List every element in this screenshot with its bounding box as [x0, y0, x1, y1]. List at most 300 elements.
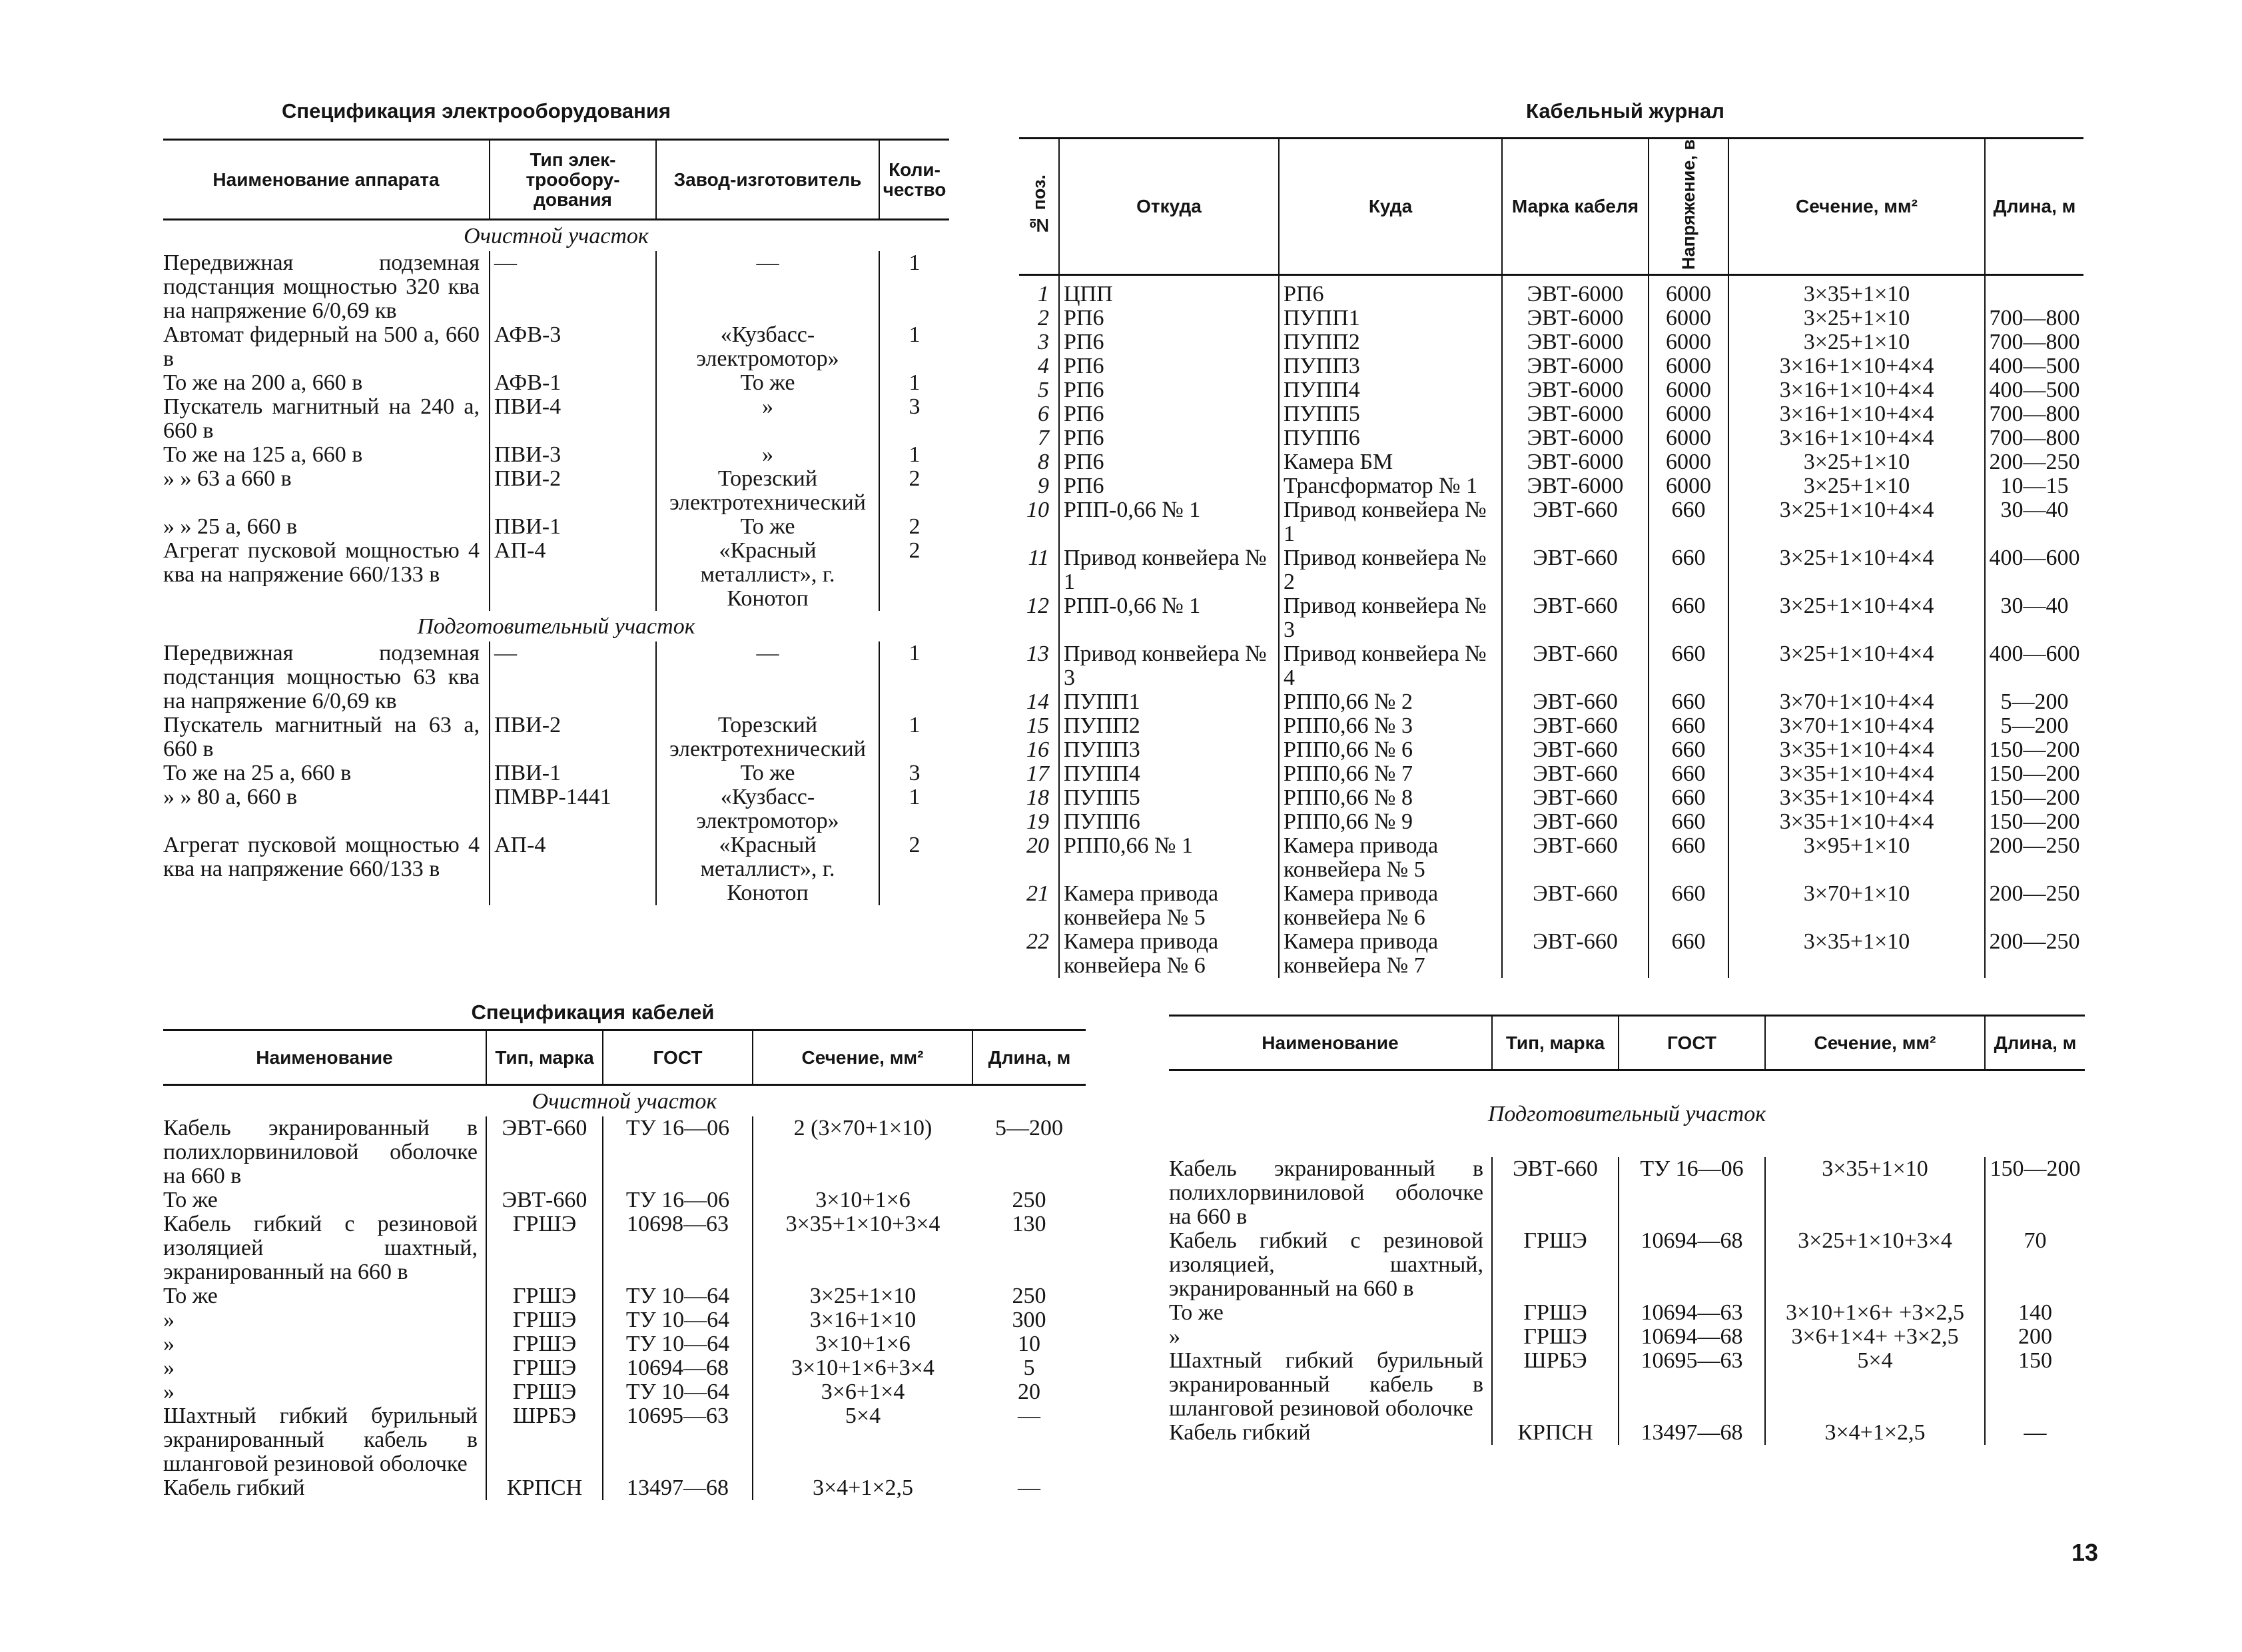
- cable-name: »: [163, 1356, 175, 1380]
- journal-length: 150—200: [1985, 762, 2083, 786]
- equip-plant: То же: [656, 761, 879, 785]
- journal-to: ПУПП3: [1279, 354, 1502, 378]
- journal-length: 700—800: [1985, 426, 2083, 450]
- cable-type: ЭВТ-660: [1492, 1157, 1619, 1229]
- journal-num: 19: [1026, 809, 1049, 835]
- cable-type: ГРШЭ: [1492, 1325, 1619, 1349]
- journal-voltage: 660: [1649, 690, 1728, 714]
- cable-name: »: [1169, 1324, 1180, 1349]
- journal-brand: ЭВТ-660: [1502, 762, 1649, 786]
- cable-left-row: [163, 1308, 1086, 1332]
- cable-name: »: [163, 1332, 175, 1356]
- cable-length: 70: [1985, 1229, 2085, 1301]
- journal-section: 3×16+1×10+4×4: [1728, 402, 1985, 426]
- journal-to: Привод конвейера № 1: [1279, 498, 1502, 546]
- equip-section-title: Очистной участок: [464, 224, 649, 248]
- cable-length: —: [1018, 1475, 1040, 1500]
- cable-gost: ТУ 10—64: [603, 1332, 753, 1356]
- cable-gost: 10698—63: [603, 1212, 753, 1284]
- cable-left-section-title: Очистной участок: [532, 1089, 717, 1114]
- journal-length: 150—200: [1985, 738, 2083, 762]
- cable-name: Кабель гибкий: [163, 1475, 305, 1500]
- cable-gost: 13497—68: [1619, 1421, 1765, 1445]
- journal-num: 12: [1026, 594, 1049, 619]
- journal-from: РПП0,66 № 1: [1059, 834, 1279, 882]
- journal-row: [1019, 930, 2083, 978]
- journal-to: РПП0,66 № 7: [1279, 762, 1502, 786]
- journal-voltage: 660: [1649, 714, 1728, 738]
- journal-num: 22: [1026, 929, 1049, 955]
- journal-brand: ЭВТ-6000: [1502, 426, 1649, 450]
- cable-left-row: [163, 1116, 1086, 1188]
- equip-name: То же на 25 а, 660 в: [163, 761, 352, 785]
- cable-right-header-length: Длина, м: [1985, 1016, 2085, 1070]
- journal-num: 16: [1026, 737, 1049, 763]
- cable-left-header-name: Наименование: [256, 1046, 393, 1068]
- cable-left-row: [163, 1404, 1086, 1476]
- cable-gost: ТУ 10—64: [603, 1380, 753, 1404]
- cable-right-section-title: Подготовительный участок: [1487, 1102, 1766, 1127]
- equip-row: [163, 833, 949, 905]
- journal-from: РП6: [1059, 426, 1279, 450]
- journal-voltage: 6000: [1649, 426, 1728, 450]
- journal-to: РПП0,66 № 8: [1279, 786, 1502, 810]
- journal-voltage: 6000: [1649, 275, 1728, 307]
- cable-type: ГРШЭ: [486, 1308, 603, 1332]
- cable-section: 2 (3×70+1×10): [753, 1116, 972, 1188]
- journal-from: РП6: [1059, 450, 1279, 474]
- journal-length: 700—800: [1985, 330, 2083, 354]
- equip-type: АФВ-3: [490, 323, 656, 371]
- cable-gost: ТУ 16—06: [603, 1116, 753, 1188]
- journal-length: 700—800: [1985, 306, 2083, 330]
- journal-row: [1019, 546, 2083, 594]
- journal-num: 14: [1026, 689, 1049, 715]
- journal-length: 200—250: [1985, 882, 2083, 930]
- journal-from: РП6: [1059, 354, 1279, 378]
- equip-name: Передвижная подземная подстанция мощностью 320 ква на напряжение 6/0,69 кв: [163, 250, 480, 323]
- equip-qty: 1: [879, 443, 949, 467]
- journal-brand: ЭВТ-660: [1502, 810, 1649, 834]
- equip-name: Пускатель магнитный на 240 а, 660 в: [163, 394, 480, 443]
- journal-to: ПУПП2: [1279, 330, 1502, 354]
- cable-type: ЭВТ-660: [486, 1188, 603, 1212]
- cable-spec-left-table: [163, 1029, 1086, 1500]
- journal-length: [1985, 275, 2083, 307]
- journal-num: 20: [1026, 833, 1049, 859]
- cable-length: —: [1018, 1404, 1040, 1428]
- cable-right-header-section: Сечение, мм²: [1765, 1016, 1985, 1070]
- cable-type: ШРБЭ: [1492, 1349, 1619, 1421]
- cable-type: ГРШЭ: [486, 1212, 603, 1284]
- journal-length: 400—600: [1985, 546, 2083, 594]
- journal-voltage: 660: [1649, 930, 1728, 978]
- equip-type: ПВИ-1: [490, 761, 656, 785]
- equip-plant: »: [656, 443, 879, 467]
- cable-name: Кабель экранированный в полихлорвиниловой оболочке на 660 в: [1169, 1156, 1483, 1229]
- journal-section: 3×95+1×10: [1728, 834, 1985, 882]
- journal-brand: ЭВТ-6000: [1502, 450, 1649, 474]
- cable-left-header-length: Длина, м: [972, 1031, 1086, 1085]
- cable-name: Кабель гибкий: [1169, 1420, 1311, 1445]
- equip-type: ПВИ-3: [490, 443, 656, 467]
- journal-section: 3×35+1×10: [1728, 930, 1985, 978]
- cable-length: 250: [1012, 1284, 1046, 1308]
- equip-plant: —: [656, 641, 879, 713]
- journal-brand: ЭВТ-660: [1502, 642, 1649, 690]
- journal-from: Камера привода конвейера № 5: [1059, 882, 1279, 930]
- equip-plant: Торезский электротехнический: [656, 713, 879, 761]
- cable-name: Кабель гибкий с резиновой изоляцией шахтный, экранированный на 660 в: [163, 1212, 478, 1284]
- cable-left-row: [163, 1332, 1086, 1356]
- cable-length: 150—200: [1985, 1157, 2085, 1229]
- journal-length: 10—15: [1985, 474, 2083, 498]
- cable-right-row: [1169, 1421, 2085, 1445]
- equip-qty: 2: [879, 833, 949, 905]
- journal-length: 700—800: [1985, 402, 2083, 426]
- equip-name: Агрегат пусковой мощностью 4 ква на напряжение 660/133 в: [163, 538, 480, 587]
- journal-header-length: Длина, м: [1985, 139, 2083, 275]
- cable-section: 3×25+1×10+3×4: [1765, 1229, 1985, 1301]
- journal-row: [1019, 594, 2083, 642]
- journal-length: 5—200: [1985, 714, 2083, 738]
- journal-section: 3×25+1×10+4×4: [1728, 642, 1985, 690]
- cable-length: 5—200: [995, 1116, 1063, 1140]
- journal-brand: ЭВТ-660: [1502, 714, 1649, 738]
- journal-to: ПУПП5: [1279, 402, 1502, 426]
- equip-type: АП-4: [490, 833, 656, 905]
- journal-num: 3: [1038, 330, 1049, 355]
- journal-num: 11: [1028, 546, 1049, 571]
- equip-type: ПВИ-2: [490, 713, 656, 761]
- journal-brand: ЭВТ-6000: [1502, 402, 1649, 426]
- journal-from: ПУПП5: [1059, 786, 1279, 810]
- journal-brand: ЭВТ-6000: [1502, 474, 1649, 498]
- cable-name: То же: [163, 1284, 218, 1308]
- equip-row: [163, 467, 949, 515]
- journal-from: ПУПП2: [1059, 714, 1279, 738]
- journal-from: ПУПП1: [1059, 690, 1279, 714]
- cable-journal-table: [1019, 137, 2083, 978]
- cable-section: 3×6+1×4+ +3×2,5: [1765, 1325, 1985, 1349]
- journal-length: 200—250: [1985, 450, 2083, 474]
- cable-left-row: [163, 1356, 1086, 1380]
- equip-row: [163, 641, 949, 713]
- equip-plant: «Кузбасс-электромотор»: [656, 785, 879, 833]
- equip-qty: 1: [879, 641, 949, 713]
- cable-type: КРПСН: [486, 1476, 603, 1500]
- journal-section: 3×35+1×10+4×4: [1728, 810, 1985, 834]
- equip-row: [163, 539, 949, 611]
- equip-section-title: Подготовительный участок: [417, 614, 695, 639]
- cable-length: 140: [1985, 1301, 2085, 1325]
- cable-section: 5×4: [1765, 1349, 1985, 1421]
- journal-row: [1019, 738, 2083, 762]
- journal-row: [1019, 762, 2083, 786]
- journal-num: 8: [1038, 450, 1049, 475]
- journal-to: Камера БМ: [1279, 450, 1502, 474]
- cable-section: 3×35+1×10: [1765, 1157, 1985, 1229]
- cable-right-row: [1169, 1229, 2085, 1301]
- journal-brand: ЭВТ-6000: [1502, 306, 1649, 330]
- cable-type: КРПСН: [1492, 1421, 1619, 1445]
- cable-gost: ТУ 10—64: [603, 1308, 753, 1332]
- journal-num: 21: [1026, 881, 1049, 907]
- journal-section: 3×25+1×10: [1728, 450, 1985, 474]
- equip-name: Агрегат пусковой мощностью 4 ква на напряжение 660/133 в: [163, 833, 480, 881]
- journal-row: [1019, 714, 2083, 738]
- cable-section: 3×25+1×10: [753, 1284, 972, 1308]
- journal-length: 150—200: [1985, 786, 2083, 810]
- equip-header-plant: Завод-изготовитель: [656, 140, 879, 220]
- equip-spec-table: [163, 139, 949, 905]
- cable-type: ГРШЭ: [486, 1356, 603, 1380]
- journal-from: РП6: [1059, 378, 1279, 402]
- equip-name: » » 25 а, 660 в: [163, 514, 298, 539]
- journal-brand: ЭВТ-660: [1502, 738, 1649, 762]
- journal-to: Привод конвейера № 4: [1279, 642, 1502, 690]
- journal-num: 15: [1026, 713, 1049, 739]
- equip-type: ПВИ-2: [490, 467, 656, 515]
- equip-qty: 2: [879, 515, 949, 539]
- journal-length: 400—500: [1985, 378, 2083, 402]
- journal-from: РПП-0,66 № 1: [1059, 594, 1279, 642]
- equip-qty: 1: [879, 251, 949, 323]
- cable-name: »: [163, 1308, 175, 1332]
- equip-section-row: [163, 611, 949, 641]
- equip-row: [163, 395, 949, 443]
- journal-from: РП6: [1059, 474, 1279, 498]
- journal-section: 3×25+1×10: [1728, 330, 1985, 354]
- equip-qty: 2: [879, 467, 949, 515]
- journal-brand: ЭВТ-6000: [1502, 378, 1649, 402]
- journal-to: Привод конвейера № 3: [1279, 594, 1502, 642]
- equip-name: » » 63 а 660 в: [163, 466, 292, 491]
- journal-to: РПП0,66 № 6: [1279, 738, 1502, 762]
- journal-section: 3×70+1×10+4×4: [1728, 714, 1985, 738]
- journal-section: 3×25+1×10+4×4: [1728, 594, 1985, 642]
- journal-to: РП6: [1279, 275, 1502, 307]
- equip-plant: То же: [656, 371, 879, 395]
- equip-qty: 1: [879, 713, 949, 761]
- journal-title: Кабельный журнал: [1526, 99, 1724, 123]
- journal-num: 10: [1026, 498, 1049, 523]
- journal-num: 9: [1038, 474, 1049, 499]
- equip-qty: 1: [879, 785, 949, 833]
- journal-header-voltage: Напряжение, в: [1649, 139, 1728, 275]
- journal-row: [1019, 642, 2083, 690]
- equip-section-row: [163, 220, 949, 252]
- journal-voltage: 6000: [1649, 306, 1728, 330]
- journal-to: ПУПП6: [1279, 426, 1502, 450]
- cable-left-row: [163, 1284, 1086, 1308]
- journal-voltage: 660: [1649, 498, 1728, 546]
- journal-to: Привод конвейера № 2: [1279, 546, 1502, 594]
- equip-qty: 2: [879, 539, 949, 611]
- equip-type: —: [490, 251, 656, 323]
- cable-type: ГРШЭ: [486, 1332, 603, 1356]
- cable-right-header-name: Наименование: [1262, 1032, 1399, 1053]
- equip-name: То же на 125 а, 660 в: [163, 442, 363, 467]
- journal-length: 200—250: [1985, 834, 2083, 882]
- journal-from: РП6: [1059, 330, 1279, 354]
- journal-num: 5: [1038, 378, 1049, 403]
- cable-right-row: [1169, 1349, 2085, 1421]
- cable-left-header-type: Тип, марка: [486, 1031, 603, 1085]
- cable-length: 200: [1985, 1325, 2085, 1349]
- journal-row: [1019, 402, 2083, 426]
- journal-to: РПП0,66 № 3: [1279, 714, 1502, 738]
- cable-section: 3×16+1×10: [753, 1308, 972, 1332]
- cable-section: 3×10+1×6: [753, 1188, 972, 1212]
- cable-type: ГРШЭ: [1492, 1301, 1619, 1325]
- journal-row: [1019, 834, 2083, 882]
- equip-header-name: Наименование аппарата: [212, 169, 440, 190]
- equip-plant: То же: [656, 515, 879, 539]
- cable-name: Шахтный гибкий бурильный экранированный кабель в шланговой резиновой оболочке: [163, 1404, 478, 1476]
- journal-length: 400—600: [1985, 642, 2083, 690]
- journal-row: [1019, 690, 2083, 714]
- equip-name: » » 80 а, 660 в: [163, 785, 298, 809]
- journal-section: 3×16+1×10+4×4: [1728, 426, 1985, 450]
- journal-num: 7: [1038, 426, 1049, 451]
- journal-row: [1019, 426, 2083, 450]
- journal-length: 400—500: [1985, 354, 2083, 378]
- cable-name: Кабель экранированный в полихлорвиниловой оболочке на 660 в: [163, 1116, 478, 1188]
- cable-left-row: [163, 1212, 1086, 1284]
- journal-row: [1019, 882, 2083, 930]
- journal-row: [1019, 810, 2083, 834]
- journal-section: 3×16+1×10+4×4: [1728, 354, 1985, 378]
- cable-type: ГРШЭ: [486, 1380, 603, 1404]
- journal-to: Камера привода конвейера № 7: [1279, 930, 1502, 978]
- equip-type: —: [490, 641, 656, 713]
- journal-num: 18: [1026, 785, 1049, 811]
- journal-section: 3×16+1×10+4×4: [1728, 378, 1985, 402]
- journal-voltage: 6000: [1649, 378, 1728, 402]
- equip-qty: 3: [879, 395, 949, 443]
- journal-brand: ЭВТ-6000: [1502, 354, 1649, 378]
- journal-from: ПУПП6: [1059, 810, 1279, 834]
- cable-name: То же: [163, 1188, 218, 1212]
- cable-gost: ТУ 16—06: [603, 1188, 753, 1212]
- journal-header-from: Откуда: [1059, 139, 1279, 275]
- equip-plant: «Красный металлист», г. Конотоп: [656, 539, 879, 611]
- journal-section: 3×35+1×10+4×4: [1728, 786, 1985, 810]
- journal-row: [1019, 474, 2083, 498]
- journal-section: 3×35+1×10: [1728, 275, 1985, 307]
- cable-left-row: [163, 1476, 1086, 1500]
- journal-row: [1019, 450, 2083, 474]
- journal-voltage: 660: [1649, 882, 1728, 930]
- equip-qty: 1: [879, 323, 949, 371]
- journal-from: РПП-0,66 № 1: [1059, 498, 1279, 546]
- journal-voltage: 660: [1649, 786, 1728, 810]
- equip-plant: «Кузбасс-электромотор»: [656, 323, 879, 371]
- cable-type: ЭВТ-660: [486, 1116, 603, 1188]
- equip-header-qty: Коли-чество: [879, 140, 949, 220]
- journal-brand: ЭВТ-660: [1502, 546, 1649, 594]
- journal-header-section: Сечение, мм²: [1728, 139, 1985, 275]
- cable-name: Кабель гибкий с резиновой изоляцией, шахтный, экранированный на 660 в: [1169, 1228, 1483, 1301]
- journal-section: 3×70+1×10: [1728, 882, 1985, 930]
- cable-gost: 10694—68: [603, 1356, 753, 1380]
- equip-type: АП-4: [490, 539, 656, 611]
- equip-spec-title: Спецификация электрооборудования: [281, 99, 671, 123]
- journal-brand: ЭВТ-660: [1502, 690, 1649, 714]
- cable-length: 150: [1985, 1349, 2085, 1421]
- journal-to: Трансформатор № 1: [1279, 474, 1502, 498]
- cable-spec-right-table: [1169, 1015, 2085, 1445]
- journal-row: [1019, 378, 2083, 402]
- journal-voltage: 660: [1649, 738, 1728, 762]
- journal-brand: ЭВТ-660: [1502, 834, 1649, 882]
- equip-header-type: Тип элек-трообору-дования: [490, 140, 656, 220]
- journal-section: 3×70+1×10+4×4: [1728, 690, 1985, 714]
- journal-length: 5—200: [1985, 690, 2083, 714]
- cable-section: 3×6+1×4: [753, 1380, 972, 1404]
- cable-section: 3×10+1×6+ +3×2,5: [1765, 1301, 1985, 1325]
- journal-header-to: Куда: [1279, 139, 1502, 275]
- journal-voltage: 660: [1649, 834, 1728, 882]
- cable-gost: ТУ 16—06: [1619, 1157, 1765, 1229]
- cable-gost: 10695—63: [1619, 1349, 1765, 1421]
- cable-type: ГРШЭ: [1492, 1229, 1619, 1301]
- cable-name: Шахтный гибкий бурильный экранированный кабель в шланговой резиновой оболочке: [1169, 1348, 1483, 1421]
- cable-length: 10: [1018, 1332, 1040, 1356]
- cable-gost: 10695—63: [603, 1404, 753, 1476]
- journal-to: РПП0,66 № 2: [1279, 690, 1502, 714]
- journal-from: Привод конвейера № 1: [1059, 546, 1279, 594]
- cable-section: 5×4: [753, 1404, 972, 1476]
- journal-length: 30—40: [1985, 594, 2083, 642]
- journal-from: ЦПП: [1059, 275, 1279, 307]
- cable-length: 300: [1012, 1308, 1046, 1332]
- equip-row: [163, 785, 949, 833]
- journal-brand: ЭВТ-660: [1502, 594, 1649, 642]
- journal-row: [1019, 354, 2083, 378]
- journal-header-num: № поз.: [1028, 174, 1049, 235]
- journal-brand: ЭВТ-660: [1502, 930, 1649, 978]
- equip-name: Пускатель магнитный на 63 а, 660 в: [163, 713, 480, 761]
- journal-voltage: 660: [1649, 810, 1728, 834]
- cable-length: 20: [1018, 1380, 1040, 1404]
- journal-voltage: 6000: [1649, 402, 1728, 426]
- equip-type: ПВИ-4: [490, 395, 656, 443]
- cable-name: То же: [1169, 1300, 1224, 1325]
- journal-num: 4: [1038, 354, 1049, 379]
- equip-type: ПМВР-1441: [490, 785, 656, 833]
- journal-voltage: 660: [1649, 594, 1728, 642]
- equip-row: [163, 323, 949, 371]
- journal-brand: ЭВТ-660: [1502, 498, 1649, 546]
- cable-type: ШРБЭ: [486, 1404, 603, 1476]
- cable-right-row: [1169, 1301, 2085, 1325]
- cable-section: 3×35+1×10+3×4: [753, 1212, 972, 1284]
- cable-gost: 13497—68: [603, 1476, 753, 1500]
- equip-plant: »: [656, 395, 879, 443]
- journal-from: ПУПП3: [1059, 738, 1279, 762]
- cable-left-row: [163, 1188, 1086, 1212]
- cable-length: 5: [1023, 1356, 1035, 1380]
- equip-row: [163, 443, 949, 467]
- cable-right-row: [1169, 1157, 2085, 1229]
- journal-brand: ЭВТ-660: [1502, 786, 1649, 810]
- cable-right-header-gost: ГОСТ: [1619, 1016, 1765, 1070]
- journal-brand: ЭВТ-660: [1502, 882, 1649, 930]
- equip-type: ПВИ-1: [490, 515, 656, 539]
- journal-voltage: 6000: [1649, 330, 1728, 354]
